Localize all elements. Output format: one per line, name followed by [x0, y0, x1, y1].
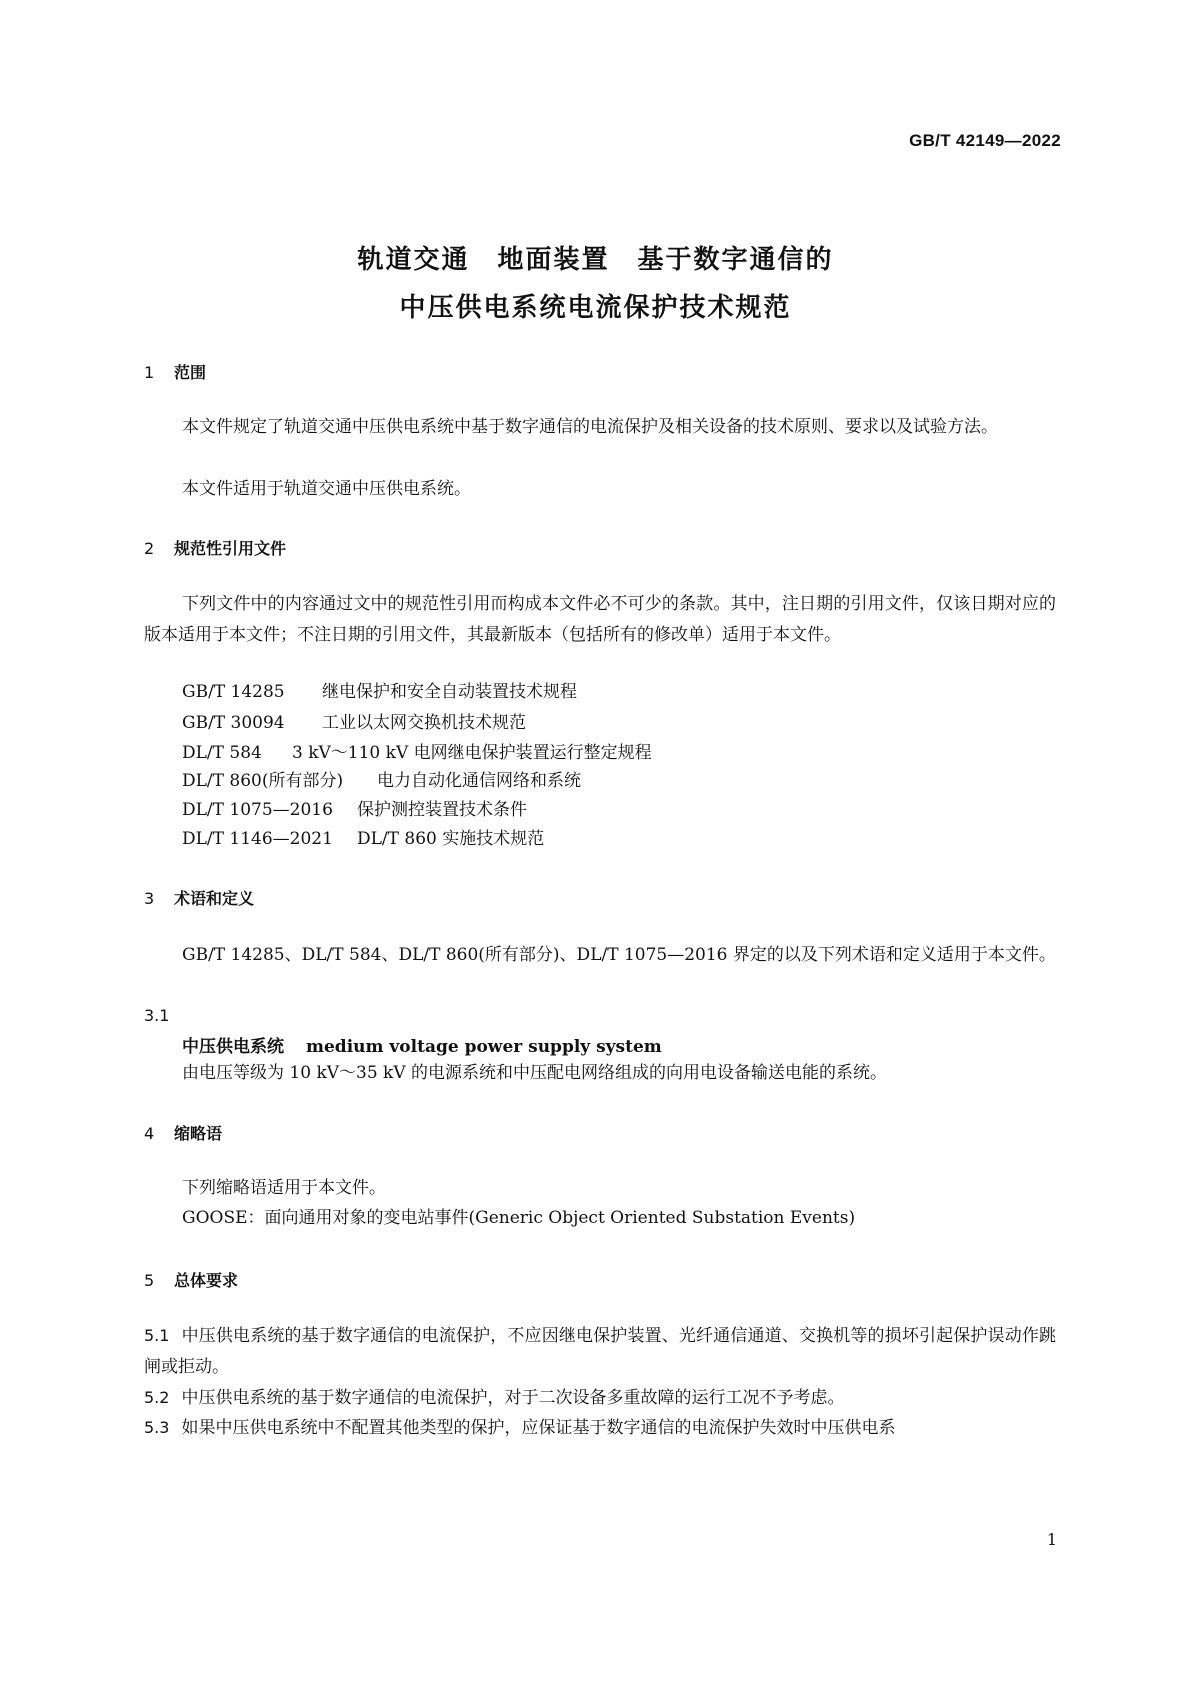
clause-text: 如果中压供电系统中不配置其他类型的保护，应保证基于数字通信的电流保护失效时中压供电系: [181, 1418, 896, 1438]
title-line-1: 轨道交通 地面装置 基于数字通信的: [357, 245, 834, 275]
section-4-heading: [144, 1121, 222, 1144]
section-number: 4: [144, 1124, 155, 1143]
reference-title: 继电保护和安全自动装置技术规程: [322, 682, 577, 702]
reference-code: DL/T 584: [182, 743, 262, 763]
section-title: 规范性引用文件: [174, 539, 287, 558]
term-english: medium voltage power supply system: [306, 1037, 662, 1057]
reference-code: GB/T 14285: [182, 682, 285, 702]
term-number: 3.1: [144, 1006, 170, 1025]
reference-title: 保护测控装置技术条件: [357, 800, 527, 820]
section-1-heading: [144, 360, 206, 383]
section-number: 2: [144, 539, 155, 558]
document-title: [0, 236, 1191, 332]
clause-text: 中压供电系统的基于数字通信的电流保护，不应因继电保护装置、光纤通信通道、交换机等的损坏引起保护误动作跳闸或拒动。: [144, 1326, 1056, 1377]
term-definition: 由电压等级为 10 kV～35 kV 的电源系统和中压配电网络组成的向用电设备输送电能的系统。: [182, 1063, 888, 1083]
reference-code: GB/T 30094: [182, 713, 285, 733]
reference-code: DL/T 1075—2016: [182, 800, 333, 820]
title-line-2: 中压供电系统电流保护技术规范: [399, 293, 792, 323]
section-3-heading: [144, 886, 254, 909]
reference-item: [182, 795, 527, 826]
scope-paragraph-1: 本文件规定了轨道交通中压供电系统中基于数字通信的电流保护及相关设备的技术原则、要求以及试验方法。: [182, 417, 998, 437]
reference-item: [182, 708, 526, 739]
section-number: 5: [144, 1271, 155, 1290]
scope-paragraph-2: 本文件适用于轨道交通中压供电系统。: [182, 479, 471, 499]
section-title: 范围: [174, 363, 207, 382]
section-number: 1: [144, 363, 155, 382]
reference-title: 3 kV～110 kV 电网继电保护装置运行整定规程: [292, 743, 652, 763]
reference-item: [182, 738, 652, 769]
section-title: 缩略语: [174, 1124, 223, 1143]
term-entry: [182, 1032, 662, 1057]
abbreviation-goose: GOOSE：面向通用对象的变电站事件(Generic Object Oriented Substation Events): [182, 1208, 856, 1228]
clause-number: 5.3: [144, 1418, 170, 1437]
section-5-heading: [144, 1268, 238, 1291]
reference-title: 电力自动化通信网络和系统: [377, 771, 581, 791]
reference-code: DL/T 860(所有部分): [182, 771, 344, 791]
clause-5-3: [144, 1412, 1056, 1444]
normative-intro: 下列文件中的内容通过文中的规范性引用而构成本文件必不可少的条款。其中，注日期的引用文件，仅该日期对应的版本适用于本文件；不注日期的引用文件，其最新版本（包括所有的修改单）适用于本文件。: [144, 594, 1056, 645]
reference-title: 工业以太网交换机技术规范: [322, 713, 526, 733]
term-chinese: 中压供电系统: [182, 1037, 284, 1057]
reference-item: [182, 766, 581, 797]
section-title: 术语和定义: [174, 889, 255, 908]
reference-code: DL/T 1146—2021: [182, 829, 333, 849]
clause-5-1: [144, 1320, 1056, 1383]
clause-number: 5.2: [144, 1388, 170, 1407]
clause-text: 中压供电系统的基于数字通信的电流保护，对于二次设备多重故障的运行工况不予考虑。: [181, 1388, 845, 1408]
reference-item: [182, 824, 544, 855]
clause-number: 5.1: [144, 1326, 170, 1345]
reference-item: [182, 677, 577, 708]
page-number: 1: [1046, 1530, 1057, 1549]
reference-title: DL/T 860 实施技术规范: [357, 829, 545, 849]
clause-5-2: [144, 1382, 1056, 1414]
section-number: 3: [144, 889, 155, 908]
document-code: GB/T 42149—2022: [909, 131, 1061, 150]
terms-intro: GB/T 14285、DL/T 584、DL/T 860(所有部分)、DL/T 1075—2016 界定的以及下列术语和定义适用于本文件。: [182, 945, 1056, 965]
section-2-heading: [144, 536, 286, 559]
abbreviations-intro: 下列缩略语适用于本文件。: [182, 1178, 386, 1198]
section-title: 总体要求: [174, 1271, 239, 1290]
